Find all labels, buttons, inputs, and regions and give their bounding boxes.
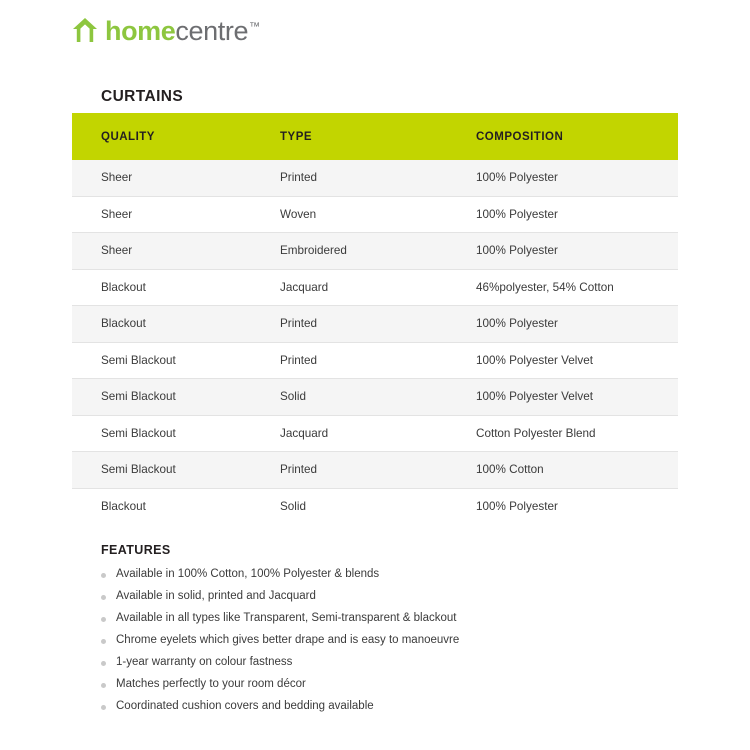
- cell-composition: Cotton Polyester Blend: [462, 415, 678, 452]
- list-item: [101, 612, 661, 625]
- brand-wordmark: [105, 18, 260, 45]
- list-item: [101, 678, 661, 691]
- cell-type: Printed: [272, 160, 462, 196]
- specification-table: [72, 113, 678, 524]
- table-body: [72, 160, 678, 524]
- feature-text: Available in 100% Cotton, 100% Polyester & blends: [116, 568, 380, 580]
- table-row: [72, 342, 678, 379]
- feature-text: Matches perfectly to your room décor: [116, 677, 306, 690]
- trademark-symbol: ™: [249, 21, 260, 33]
- table-row: [72, 488, 678, 524]
- table-row: [72, 415, 678, 452]
- bullet-icon: [101, 595, 106, 600]
- column-header-quality: QUALITY: [72, 113, 272, 160]
- feature-text: Available in solid, printed and Jacquard: [116, 589, 316, 602]
- cell-quality: Semi Blackout: [72, 452, 272, 489]
- cell-quality: Sheer: [72, 233, 272, 270]
- cell-quality: Semi Blackout: [72, 415, 272, 452]
- features-section: [101, 543, 661, 722]
- cell-composition: 100% Polyester: [462, 160, 678, 196]
- cell-quality: Sheer: [72, 160, 272, 196]
- cell-type: Printed: [272, 342, 462, 379]
- bullet-icon: [101, 573, 106, 578]
- cell-type: Printed: [272, 452, 462, 489]
- brand-name-first: home: [105, 16, 176, 46]
- cell-quality: Semi Blackout: [72, 342, 272, 379]
- table-row: [72, 160, 678, 196]
- list-item: [101, 700, 661, 713]
- table-row: [72, 233, 678, 270]
- table-row: [72, 269, 678, 306]
- cell-composition: 100% Polyester Velvet: [462, 379, 678, 416]
- cell-type: Jacquard: [272, 415, 462, 452]
- bullet-icon: [101, 639, 106, 644]
- home-roof-icon: [72, 16, 98, 44]
- bullet-icon: [101, 661, 106, 666]
- table-row: [72, 452, 678, 489]
- feature-text: Chrome eyelets which gives better drape and is easy to manoeuvre: [116, 633, 460, 646]
- list-item: [101, 634, 661, 647]
- cell-quality: Sheer: [72, 196, 272, 233]
- cell-composition: 46%polyester, 54% Cotton: [462, 269, 678, 306]
- table-row: [72, 379, 678, 416]
- cell-type: Jacquard: [272, 269, 462, 306]
- cell-composition: 100% Polyester: [462, 488, 678, 524]
- brand-logo: [72, 16, 260, 44]
- bullet-icon: [101, 705, 106, 710]
- table-row: [72, 306, 678, 343]
- list-item: [101, 568, 661, 581]
- feature-text: 1-year warranty on colour fastness: [116, 655, 293, 668]
- column-header-composition: COMPOSITION: [462, 113, 678, 160]
- cell-type: Solid: [272, 379, 462, 416]
- cell-composition: 100% Polyester: [462, 233, 678, 270]
- list-item: [101, 590, 661, 603]
- bullet-icon: [101, 617, 106, 622]
- bullet-icon: [101, 683, 106, 688]
- cell-type: Woven: [272, 196, 462, 233]
- table-row: [72, 196, 678, 233]
- feature-text: Coordinated cushion covers and bedding available: [116, 699, 374, 712]
- cell-type: Embroidered: [272, 233, 462, 270]
- cell-quality: Blackout: [72, 488, 272, 524]
- cell-quality: Semi Blackout: [72, 379, 272, 416]
- cell-composition: 100% Cotton: [462, 452, 678, 489]
- table-header: [72, 113, 678, 160]
- page-title: CURTAINS: [101, 88, 184, 105]
- list-item: [101, 656, 661, 669]
- feature-text: Available in all types like Transparent, Semi-transparent & blackout: [116, 611, 457, 624]
- cell-quality: Blackout: [72, 306, 272, 343]
- cell-composition: 100% Polyester: [462, 306, 678, 343]
- cell-composition: 100% Polyester Velvet: [462, 342, 678, 379]
- cell-type: Solid: [272, 488, 462, 524]
- cell-composition: 100% Polyester: [462, 196, 678, 233]
- cell-type: Printed: [272, 306, 462, 343]
- specification-table-wrapper: [72, 113, 678, 524]
- features-title: FEATURES: [101, 543, 171, 557]
- cell-quality: Blackout: [72, 269, 272, 306]
- column-header-type: TYPE: [272, 113, 462, 160]
- brand-name-second: centre: [175, 16, 249, 46]
- table-header-row: [72, 113, 678, 160]
